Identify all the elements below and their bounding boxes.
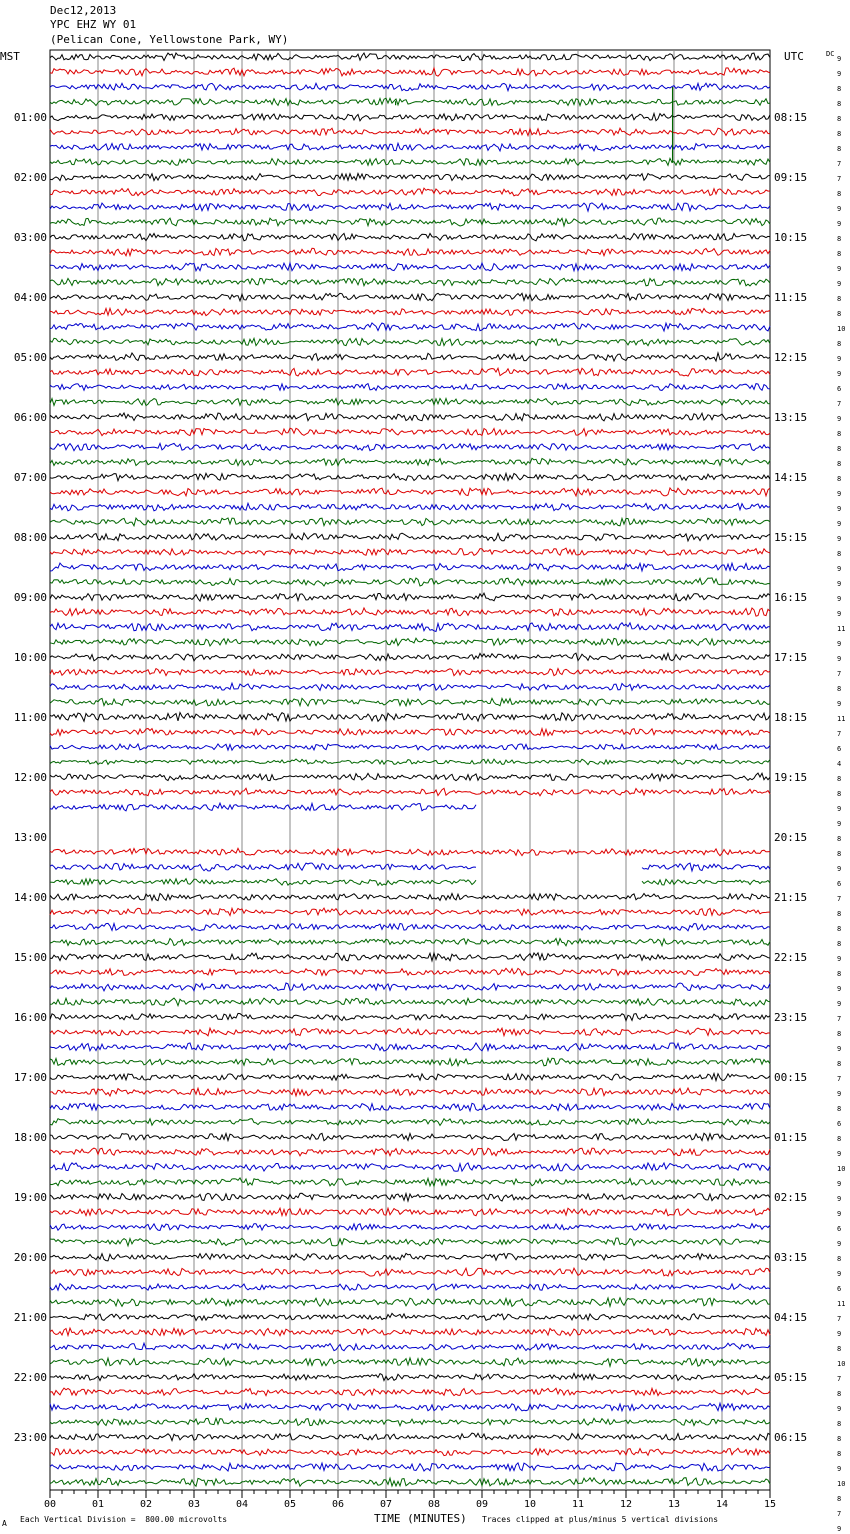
seismic-trace	[50, 1088, 770, 1096]
left-hour-label: 09:00	[13, 591, 47, 604]
seismic-trace	[50, 248, 770, 256]
seismic-trace	[50, 533, 770, 541]
dc-offset-value: 8	[837, 940, 842, 948]
seismic-trace	[50, 1238, 770, 1246]
right-hour-label: 03:15	[774, 1251, 808, 1264]
x-tick-label: 15	[763, 1499, 777, 1510]
seismic-trace	[50, 293, 770, 301]
seismic-trace	[50, 443, 770, 450]
dc-offset-value: 9	[837, 700, 842, 708]
seismic-trace	[50, 458, 770, 465]
seismic-trace	[50, 1163, 770, 1171]
dc-offset-value: 9	[837, 1180, 842, 1188]
seismic-trace	[50, 698, 770, 706]
seismic-trace	[50, 1463, 770, 1471]
seismic-trace	[50, 308, 770, 315]
dc-offset-value: 7	[837, 1315, 842, 1323]
seismic-trace	[50, 218, 770, 226]
seismic-trace	[50, 1388, 770, 1396]
seismic-trace	[50, 548, 770, 555]
dc-offset-value: 9	[837, 610, 842, 618]
dc-offset-value: 9	[837, 1525, 842, 1533]
dc-offset-value: 9	[837, 70, 842, 78]
seismic-trace	[50, 968, 770, 975]
x-tick-label: 11	[571, 1499, 585, 1510]
dc-offset-value: 8	[837, 1345, 842, 1353]
seismic-trace	[50, 1193, 770, 1201]
dc-offset-value: 9	[837, 1195, 842, 1203]
dc-offset-value: 8	[837, 835, 842, 843]
dc-offset-value: 8	[837, 1420, 842, 1428]
seismic-trace	[50, 1208, 770, 1216]
right-hour-label: 10:15	[774, 231, 808, 244]
plot-frame	[50, 50, 770, 1490]
clip-note: Traces clipped at plus/minus 5 vertical divisions	[482, 1515, 719, 1524]
scale-note: Each Vertical Division = 800.00 microvolts	[20, 1515, 228, 1524]
right-hour-label: 13:15	[774, 411, 808, 424]
left-hour-label: 12:00	[13, 771, 47, 784]
right-hour-label: 02:15	[774, 1191, 808, 1204]
dc-offset-value: 6	[837, 1285, 842, 1293]
seismic-trace	[50, 158, 770, 165]
dc-offset-value: 8	[837, 1435, 842, 1443]
seismic-trace	[50, 1253, 770, 1260]
left-hour-label: 13:00	[13, 831, 47, 844]
dc-offset-value: 9	[837, 1240, 842, 1248]
dc-offset-value: 9	[837, 865, 842, 873]
right-hour-label: 14:15	[774, 471, 808, 484]
seismic-trace	[50, 1043, 770, 1051]
right-hour-label: 16:15	[774, 591, 808, 604]
dc-offset-value: 8	[837, 850, 842, 858]
dc-offset-value: 8	[837, 1105, 842, 1113]
seismic-trace	[50, 338, 770, 345]
dc-offset-value: 8	[837, 145, 842, 153]
right-hour-label: 09:15	[774, 171, 808, 184]
dc-offset-value: 9	[837, 1405, 842, 1413]
dc-offset-value: 8	[837, 790, 842, 798]
seismic-trace	[50, 1058, 770, 1066]
seismic-trace	[50, 744, 770, 750]
dc-offset-value: 8	[837, 115, 842, 123]
dc-offset-value: 7	[837, 175, 842, 183]
dc-offset-value: 8	[837, 1030, 842, 1038]
seismic-trace	[50, 593, 770, 601]
seismic-trace	[50, 848, 770, 855]
left-hour-label: 22:00	[13, 1371, 47, 1384]
right-hour-label: 05:15	[774, 1371, 808, 1384]
left-hour-label: 16:00	[13, 1011, 47, 1024]
dc-offset-value: 9	[837, 655, 842, 663]
dc-offset-value: 8	[837, 85, 842, 93]
left-hour-label: 02:00	[13, 171, 47, 184]
dc-offset-value: 8	[837, 430, 842, 438]
seismic-trace	[50, 1028, 770, 1036]
dc-offset-value: 8	[837, 310, 842, 318]
left-hour-label: 06:00	[13, 411, 47, 424]
dc-offset-value: 8	[837, 235, 842, 243]
dc-offset-value: 10	[837, 1480, 846, 1488]
seismic-trace	[50, 53, 770, 61]
x-tick-label: 07	[379, 1499, 393, 1510]
seismic-trace	[50, 1224, 770, 1231]
seismic-trace	[50, 368, 770, 376]
seismic-trace	[50, 1313, 770, 1320]
seismic-trace	[50, 1148, 770, 1156]
left-hour-label: 01:00	[13, 111, 47, 124]
right-hour-label: 20:15	[774, 831, 808, 844]
seismic-trace	[50, 428, 770, 436]
left-hour-label: 18:00	[13, 1131, 47, 1144]
dc-offset-value: 8	[837, 1135, 842, 1143]
x-tick-label: 05	[283, 1499, 297, 1510]
left-hour-label: 23:00	[13, 1431, 47, 1444]
dc-offset-value: 9	[837, 505, 842, 513]
dc-offset-value: 8	[837, 475, 842, 483]
seismic-trace	[50, 1268, 770, 1276]
left-timezone-label: MST	[0, 50, 20, 63]
x-tick-label: 06	[331, 1499, 345, 1510]
seismic-trace	[50, 1178, 770, 1186]
dc-offset-value: 9	[837, 1210, 842, 1218]
x-axis-label: TIME (MINUTES)	[374, 1512, 467, 1525]
dc-offset-value: 9	[837, 820, 842, 828]
right-timezone-label: UTC	[784, 50, 804, 63]
right-hour-label: 12:15	[774, 351, 808, 364]
seismic-trace	[50, 413, 770, 421]
right-hour-label: 08:15	[774, 111, 808, 124]
seismic-trace	[50, 1373, 770, 1380]
seismic-trace	[50, 1433, 770, 1440]
seismic-trace	[50, 68, 770, 76]
seismic-trace	[50, 323, 770, 331]
seismic-trace	[50, 788, 770, 796]
dc-offset-value: 8	[837, 550, 842, 558]
dc-offset-value: 11	[837, 625, 846, 633]
dc-offset-value: 7	[837, 1375, 842, 1383]
seismic-trace	[50, 578, 770, 586]
right-hour-label: 15:15	[774, 531, 808, 544]
x-tick-label: 12	[619, 1499, 633, 1510]
dc-offset-value: 8	[837, 925, 842, 933]
dc-offset-value: 6	[837, 1225, 842, 1233]
seismic-trace	[50, 1358, 770, 1366]
seismic-trace	[50, 1328, 770, 1336]
seismic-trace	[50, 923, 770, 930]
left-hour-label: 10:00	[13, 651, 47, 664]
seismic-trace	[50, 399, 770, 406]
left-hour-label: 21:00	[13, 1311, 47, 1324]
left-hour-label: 19:00	[13, 1191, 47, 1204]
dc-offset-value: 8	[837, 295, 842, 303]
dc-offset-value: 9	[837, 1465, 842, 1473]
seismic-trace	[50, 98, 770, 105]
right-hour-label: 19:15	[774, 771, 808, 784]
dc-offset-value: 9	[837, 280, 842, 288]
seismic-trace	[50, 773, 770, 781]
seismic-trace	[50, 203, 770, 211]
dc-offset-value: 9	[837, 415, 842, 423]
dc-offset-value: 9	[837, 535, 842, 543]
dc-offset-value: 7	[837, 670, 842, 678]
dc-offset-value: 7	[837, 730, 842, 738]
seismic-trace	[50, 188, 770, 196]
dc-offset-value: 7	[837, 895, 842, 903]
dc-offset-value: 9	[837, 565, 842, 573]
seismic-trace	[50, 143, 770, 151]
seismic-trace	[50, 1013, 770, 1020]
seismic-trace	[50, 1478, 770, 1487]
dc-offset-value: 9	[837, 265, 842, 273]
seismic-trace	[50, 1298, 770, 1307]
seismic-trace	[50, 1403, 770, 1411]
seismic-trace	[50, 713, 770, 722]
seismic-trace	[50, 563, 770, 571]
seismic-trace	[50, 1074, 770, 1081]
station-location: (Pelican Cone, Yellowstone Park, WY)	[50, 33, 289, 46]
dc-offset-value: 8	[837, 1390, 842, 1398]
left-hour-label: 17:00	[13, 1071, 47, 1084]
seismic-trace	[50, 384, 770, 391]
dc-offset-value: 7	[837, 400, 842, 408]
left-hour-label: 15:00	[13, 951, 47, 964]
seismic-trace	[50, 983, 770, 991]
dc-offset-value: 8	[837, 1450, 842, 1458]
seismic-trace	[50, 638, 770, 646]
dc-offset-value: 10	[837, 1360, 846, 1368]
seismic-trace	[50, 278, 770, 286]
seismic-trace	[50, 729, 770, 736]
seismic-trace	[50, 114, 770, 121]
dc-offset-value: 8	[837, 190, 842, 198]
dc-offset-value: 8	[837, 910, 842, 918]
right-hour-label: 18:15	[774, 711, 808, 724]
dc-offset-value: 11	[837, 1300, 846, 1308]
dc-offset-value: 9	[837, 595, 842, 603]
left-hour-label: 03:00	[13, 231, 47, 244]
dc-offset-value: 8	[837, 970, 842, 978]
seismic-trace	[50, 998, 770, 1006]
dc-offset-value: 6	[837, 745, 842, 753]
seismic-trace	[50, 653, 770, 661]
dc-offset-value: 7	[837, 1075, 842, 1083]
dc-offset-value: 9	[837, 520, 842, 528]
x-tick-label: 14	[715, 1499, 729, 1510]
dc-offset-value: 9	[837, 205, 842, 213]
seismic-trace	[50, 908, 770, 915]
dc-offset-value: 9	[837, 490, 842, 498]
left-hour-label: 07:00	[13, 471, 47, 484]
right-hour-label: 11:15	[774, 291, 808, 304]
x-tick-label: 04	[235, 1499, 249, 1510]
seismic-trace	[50, 894, 770, 901]
seismic-trace	[50, 128, 770, 135]
dc-offset-value: 9	[837, 640, 842, 648]
corner-mark: A	[2, 1519, 7, 1528]
seismic-trace	[50, 1418, 770, 1426]
seismic-trace	[50, 518, 770, 526]
dc-offset-value: 7	[837, 1015, 842, 1023]
dc-offset-value: 9	[837, 370, 842, 378]
seismic-trace	[50, 1343, 770, 1351]
dc-offset-value: 11	[837, 715, 846, 723]
left-hour-label: 20:00	[13, 1251, 47, 1264]
seismic-trace	[50, 759, 770, 765]
dc-offset-value: 8	[837, 100, 842, 108]
seismic-trace	[50, 953, 770, 961]
dc-offset-value: 8	[837, 685, 842, 693]
dc-offset-value: 8	[837, 250, 842, 258]
dc-offset-value: 10	[837, 325, 846, 333]
right-hour-label: 06:15	[774, 1431, 808, 1444]
dc-offset-value: 7	[837, 1510, 842, 1518]
dc-offset-value: 8	[837, 130, 842, 138]
dc-offset-value: 8	[837, 775, 842, 783]
x-tick-label: 01	[91, 1499, 105, 1510]
dc-offset-value: 9	[837, 1090, 842, 1098]
seismic-trace	[50, 1133, 770, 1140]
seismic-trace	[50, 879, 770, 886]
dc-offset-value: 8	[837, 445, 842, 453]
seismic-trace	[50, 488, 770, 496]
dc-offset-value: 9	[837, 1000, 842, 1008]
x-tick-label: 08	[427, 1499, 441, 1510]
dc-offset-value: 8	[837, 1060, 842, 1068]
station-code: YPC EHZ WY 01	[50, 18, 137, 31]
dc-offset-value: 7	[837, 160, 842, 168]
dc-offset-value: 9	[837, 1330, 842, 1338]
dc-offset-value: 9	[837, 1045, 842, 1053]
left-hour-label: 11:00	[13, 711, 47, 724]
dc-offset-value: 6	[837, 1120, 842, 1128]
dc-offset-value: 9	[837, 805, 842, 813]
x-tick-label: 00	[43, 1499, 57, 1510]
dc-offset-value: 8	[837, 460, 842, 468]
dc-offset-value: 9	[837, 955, 842, 963]
x-tick-label: 03	[187, 1499, 201, 1510]
right-hour-label: 04:15	[774, 1311, 808, 1324]
seismic-trace	[50, 623, 770, 632]
dc-offset-value: 10	[837, 1165, 846, 1173]
dc-offset-value: 9	[837, 1270, 842, 1278]
seismic-trace	[50, 939, 770, 946]
dc-offset-value: 6	[837, 880, 842, 888]
seismic-trace	[50, 473, 770, 480]
dc-offset-value: 4	[837, 760, 842, 768]
left-hour-label: 04:00	[13, 291, 47, 304]
dc-offset-value: 9	[837, 220, 842, 228]
dc-offset-value: 8	[837, 1495, 842, 1503]
seismic-trace	[50, 174, 770, 181]
seismic-trace	[50, 863, 770, 871]
seismic-trace	[50, 1448, 770, 1455]
right-hour-label: 23:15	[774, 1011, 808, 1024]
seismic-trace	[50, 1103, 770, 1111]
x-tick-label: 09	[475, 1499, 489, 1510]
dc-column-label: DC	[826, 50, 835, 58]
seismic-trace	[50, 608, 770, 616]
seismic-trace	[50, 353, 770, 361]
x-tick-label: 02	[139, 1499, 153, 1510]
left-hour-label: 08:00	[13, 531, 47, 544]
seismic-trace	[50, 683, 770, 690]
plot-date: Dec12,2013	[50, 4, 117, 17]
seismic-trace	[50, 803, 476, 811]
right-hour-label: 01:15	[774, 1131, 808, 1144]
seismic-trace	[50, 1284, 770, 1291]
seismic-trace	[50, 1119, 770, 1126]
right-hour-label: 21:15	[774, 891, 808, 904]
left-hour-label: 05:00	[13, 351, 47, 364]
seismic-trace	[50, 503, 770, 511]
left-hour-label: 14:00	[13, 891, 47, 904]
seismic-trace	[50, 233, 770, 240]
right-hour-label: 22:15	[774, 951, 808, 964]
dc-offset-value: 9	[837, 355, 842, 363]
dc-offset-value: 9	[837, 985, 842, 993]
seismic-trace	[50, 83, 770, 91]
seismic-trace	[50, 669, 770, 676]
dc-offset-value: 8	[837, 340, 842, 348]
right-hour-label: 00:15	[774, 1071, 808, 1084]
x-tick-label: 13	[667, 1499, 681, 1510]
dc-offset-value: 6	[837, 385, 842, 393]
seismic-trace	[50, 263, 770, 271]
dc-offset-value: 8	[837, 1255, 842, 1263]
dc-offset-value: 9	[837, 580, 842, 588]
right-hour-label: 17:15	[774, 651, 808, 664]
dc-offset-value: 9	[837, 55, 842, 63]
dc-offset-value: 9	[837, 1150, 842, 1158]
x-tick-label: 10	[523, 1499, 537, 1510]
